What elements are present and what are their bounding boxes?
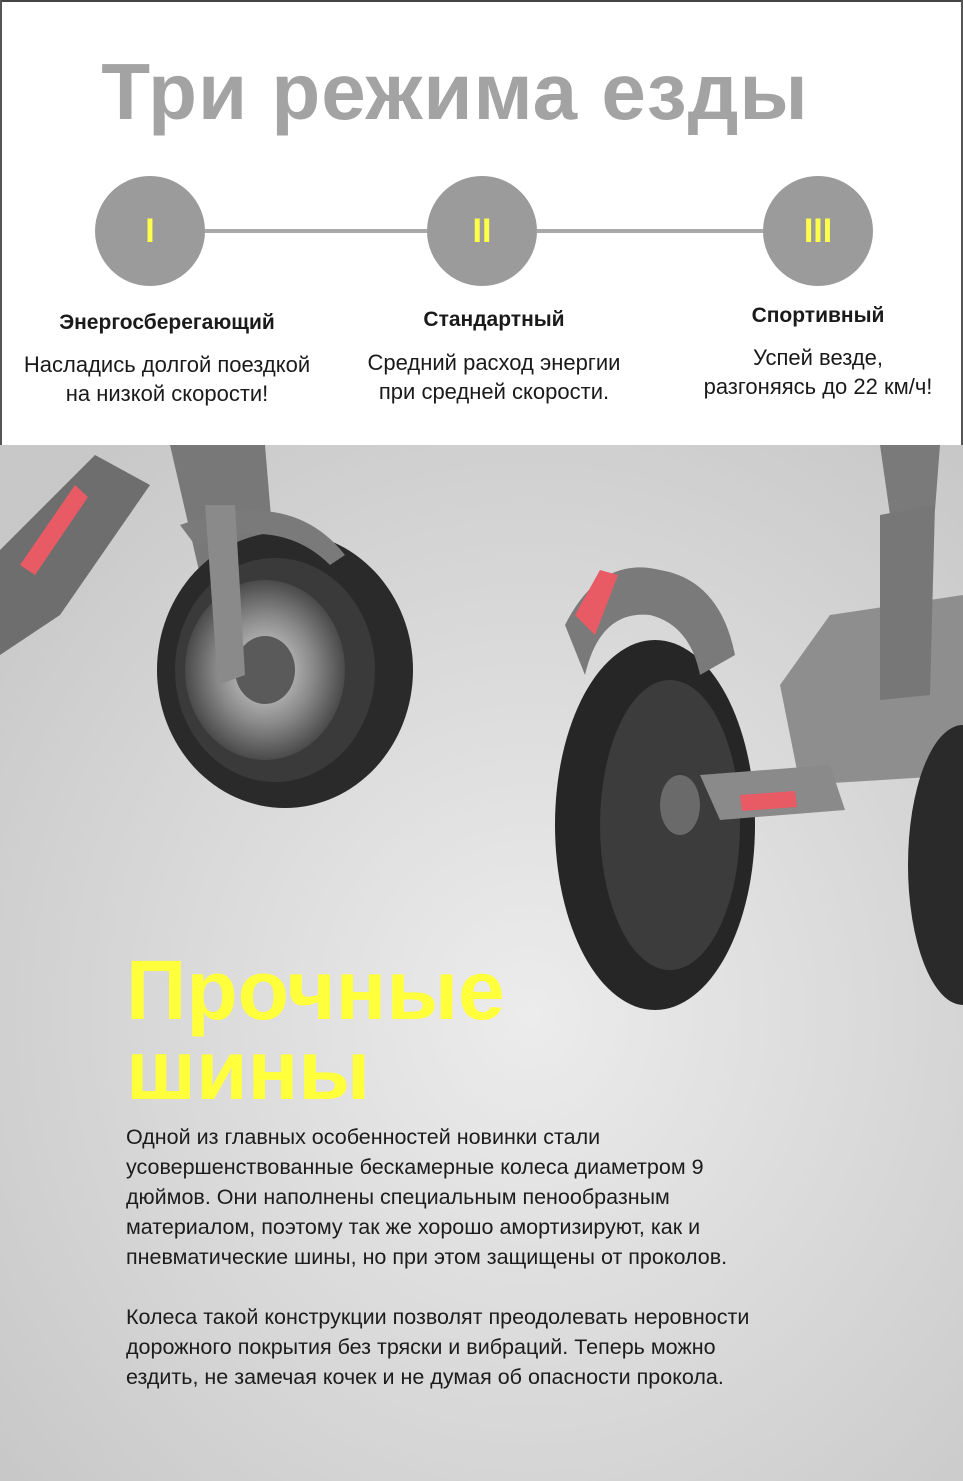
mode-desc-standard xyxy=(339,348,649,406)
paragraph-line: ездить, не замечая кочек и не думая об опасности прокола. xyxy=(126,1365,724,1389)
mode-desc-sport xyxy=(668,343,963,401)
mode-desc-line: Средний расход энергии xyxy=(367,350,621,375)
mode-numeral: I xyxy=(145,211,155,250)
modes-title: Три режима езды xyxy=(101,47,809,136)
tires-paragraph-2 xyxy=(126,1302,866,1392)
mode-desc-line: при средней скорости. xyxy=(378,379,610,404)
tires-heading xyxy=(126,943,505,1117)
mode-name-sport: Спортивный xyxy=(751,304,885,327)
mode-numeral: II xyxy=(472,211,492,250)
mode-circle-sport xyxy=(763,176,873,286)
top-border xyxy=(0,0,963,2)
paragraph-line: Одной из главных особенностей новинки стали xyxy=(126,1125,601,1149)
mode-desc-line: разгоняясь до 22 км/ч! xyxy=(703,374,933,399)
tires-paragraph-1 xyxy=(126,1122,866,1272)
mode-circle-eco xyxy=(95,176,205,286)
tires-heading-line: Прочные xyxy=(126,943,505,1037)
mode-desc-line: Насладись долгой поездкой xyxy=(23,352,311,377)
mode-numeral: III xyxy=(803,211,833,250)
mode-desc-eco xyxy=(12,350,322,408)
paragraph-line: материалом, поэтому так же хорошо амортизируют, как и xyxy=(126,1215,701,1239)
paragraph-line: усовершенствованные бескамерные колеса диаметром 9 xyxy=(126,1155,704,1179)
mode-connector xyxy=(537,229,763,233)
paragraph-line: пневматические шины, но при этом защищены от проколов. xyxy=(126,1245,728,1269)
paragraph-line: дюймов. Они наполнены специальным пенообразным xyxy=(126,1185,670,1209)
mode-name-standard: Стандартный xyxy=(423,308,565,331)
paragraph-line: Колеса такой конструкции позволят преодолевать неровности xyxy=(126,1305,750,1329)
paragraph-line: дорожного покрытия без тряски и вибраций. Теперь можно xyxy=(126,1335,716,1359)
mode-connector xyxy=(205,229,427,233)
tires-heading-line: шины xyxy=(126,1023,371,1117)
mode-desc-line: на низкой скорости! xyxy=(65,381,269,406)
mode-desc-line: Успей везде, xyxy=(752,345,884,370)
mode-name-eco: Энергосберегающий xyxy=(59,311,275,334)
mode-circle-standard xyxy=(427,176,537,286)
